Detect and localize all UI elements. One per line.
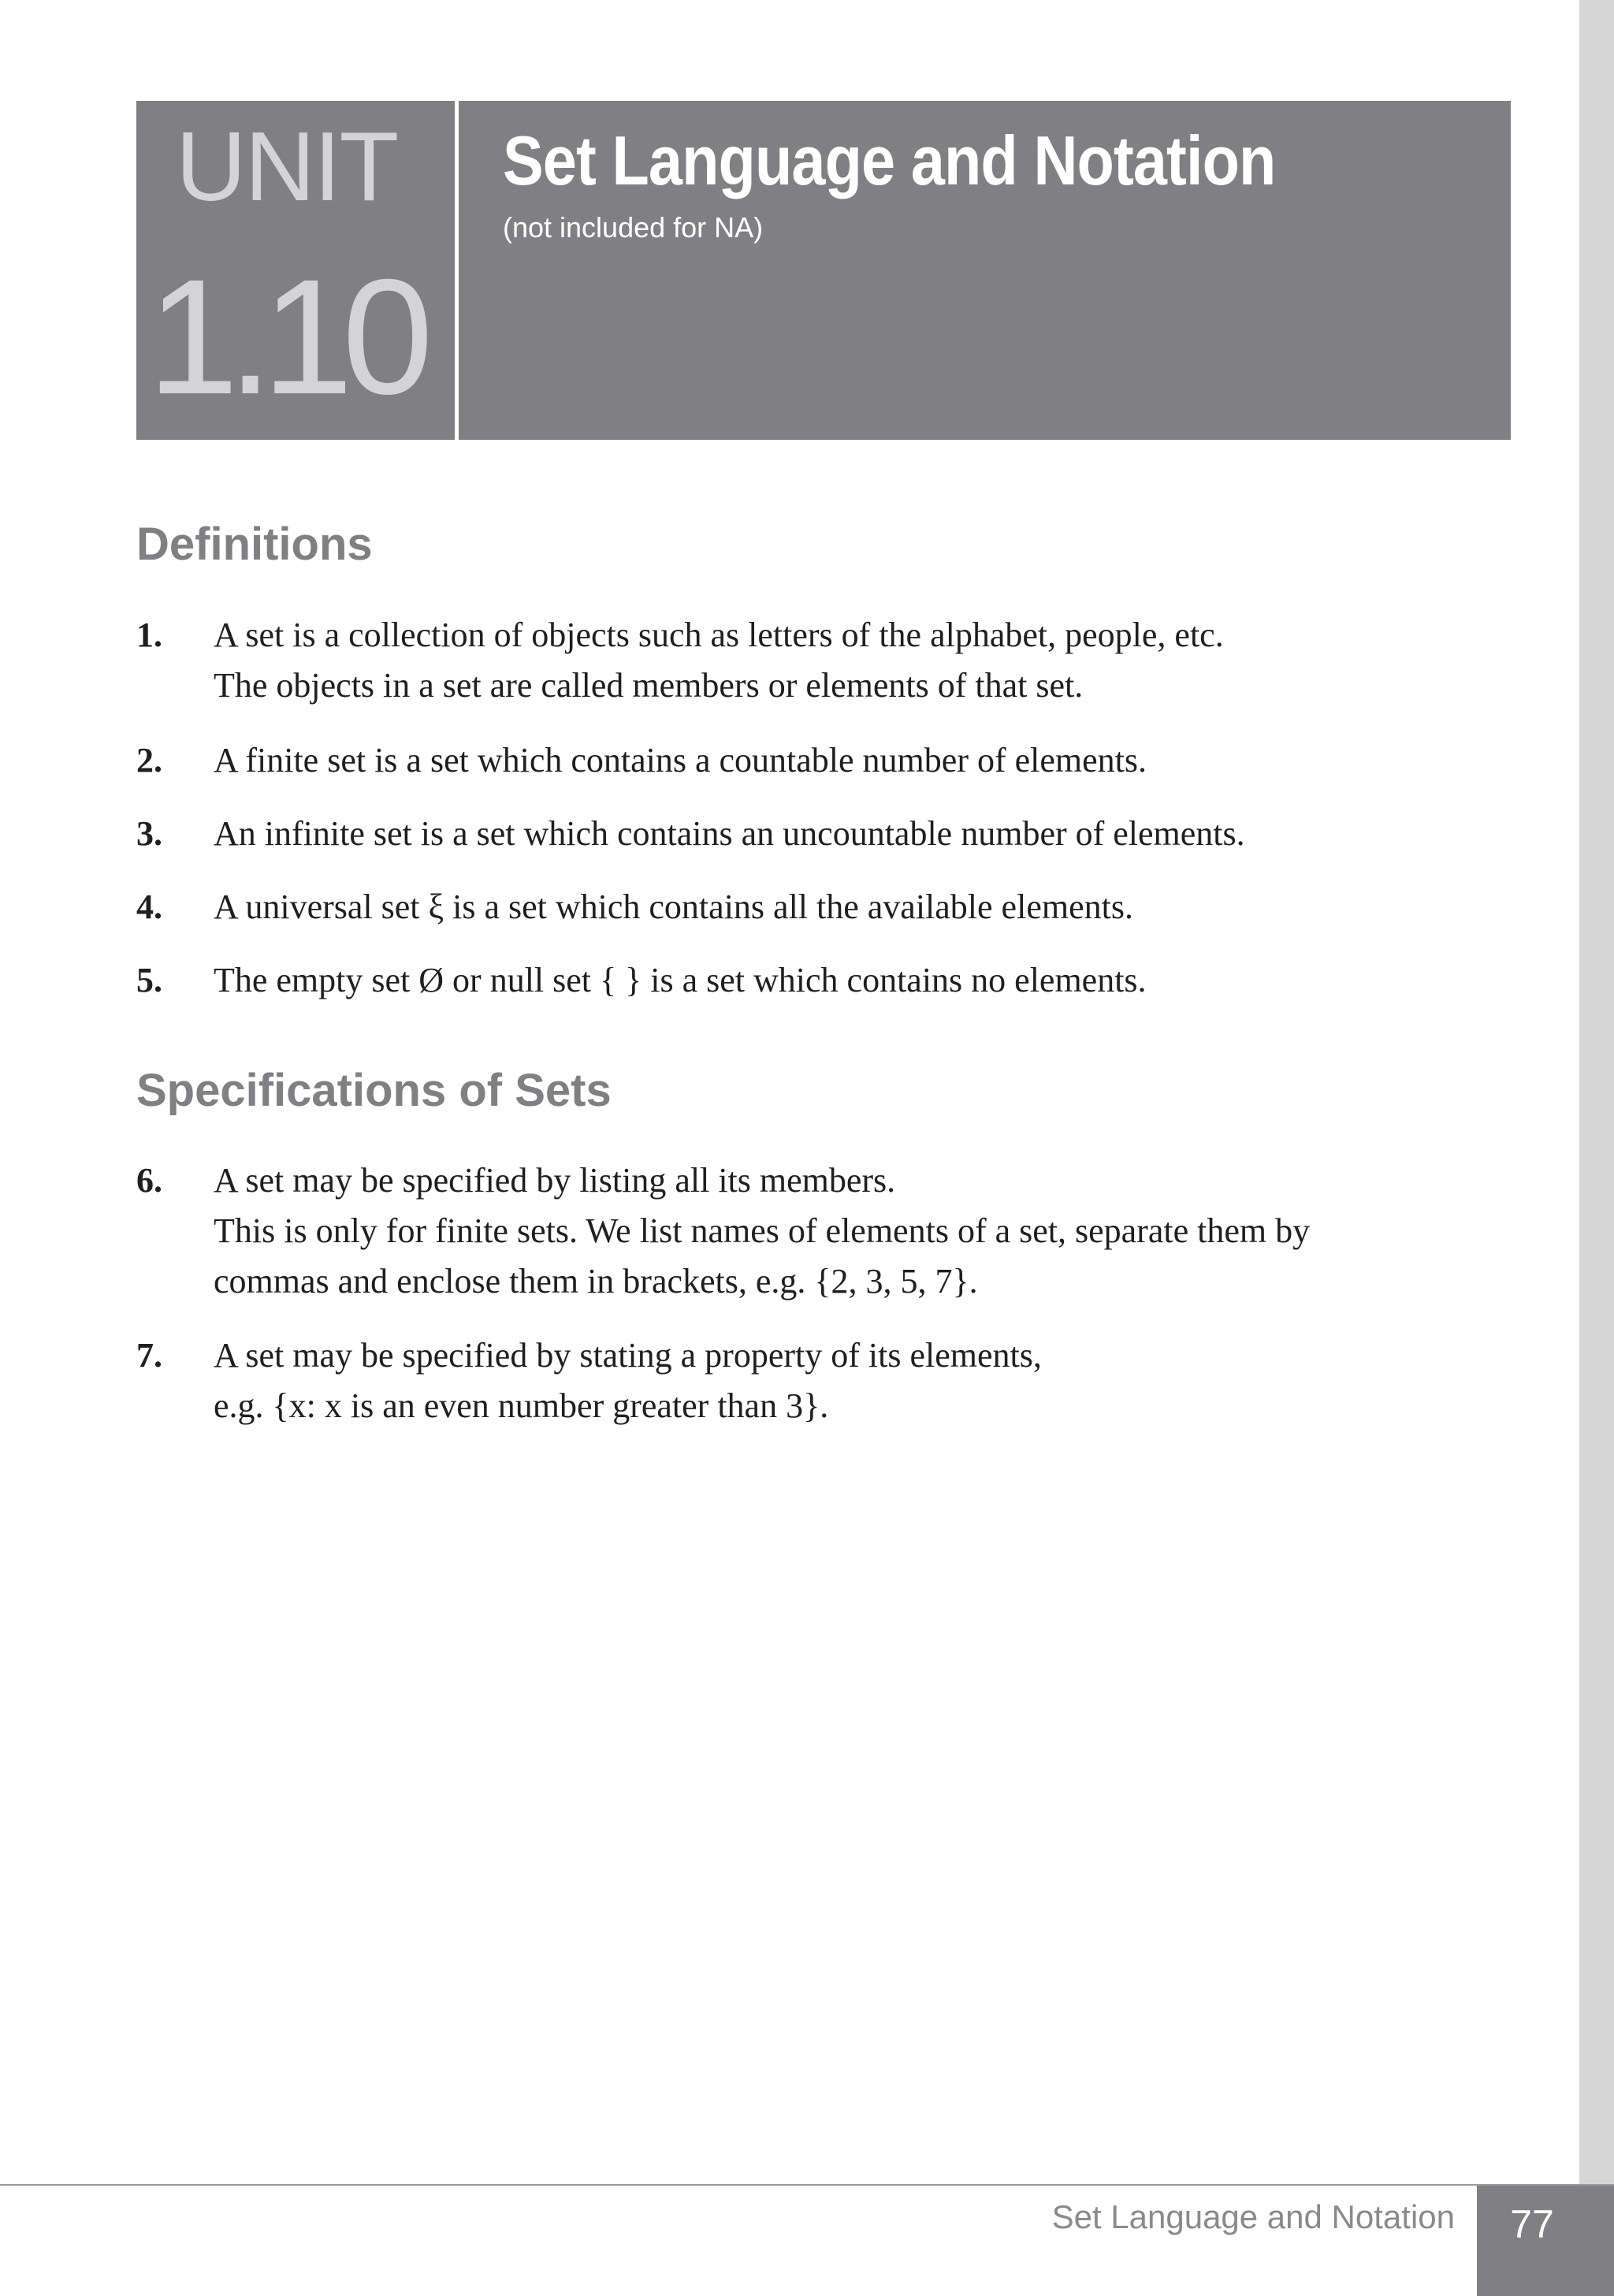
- unit-number: 1.10: [147, 246, 422, 429]
- list-item: [136, 1155, 1476, 1307]
- section-heading-specifications: Specifications of Sets: [136, 1065, 612, 1116]
- item-number: 3.: [136, 814, 162, 853]
- item-text: [214, 882, 1476, 932]
- item-line: An infinite set is a set which contains an uncountable number of elements.: [214, 814, 1245, 853]
- page-title: Set Language and Notation: [503, 121, 1276, 199]
- item-line: The empty set Ø or null set { } is a set which contains no elements.: [214, 961, 1147, 999]
- item-text: [214, 610, 1476, 711]
- item-number: 2.: [136, 741, 162, 780]
- item-text: [214, 735, 1476, 786]
- unit-label: UNIT: [176, 113, 398, 221]
- list-item: [136, 955, 1476, 1006]
- list-item: [136, 882, 1476, 932]
- page-subtitle: (not included for NA): [503, 211, 764, 244]
- page-number-badge: [1477, 2186, 1614, 2296]
- footer-running-title: Set Language and Notation: [1051, 2198, 1455, 2235]
- item-text: [214, 1155, 1476, 1307]
- page-edge-strip: [1579, 0, 1614, 2296]
- section-heading-definitions: Definitions: [136, 519, 373, 570]
- item-number: 5.: [136, 961, 162, 999]
- item-text: [214, 955, 1476, 1006]
- page-number: 77: [1510, 2202, 1554, 2246]
- item-number: 1.: [136, 616, 162, 654]
- footer-rule: [0, 2184, 1614, 2186]
- list-item: [136, 809, 1476, 859]
- item-text: [214, 1330, 1476, 1431]
- list-item: [136, 610, 1476, 711]
- title-banner: [459, 101, 1511, 440]
- item-line: e.g. {x: x is an even number greater than 3}.: [214, 1386, 829, 1425]
- item-line: A set is a collection of objects such as letters of the alphabet, people, etc.: [214, 616, 1224, 654]
- item-line: A finite set is a set which contains a countable number of elements.: [214, 741, 1147, 780]
- item-line: A set may be specified by stating a property of its elements,: [214, 1336, 1042, 1375]
- item-text: [214, 809, 1476, 859]
- list-item: [136, 1330, 1476, 1431]
- item-number: 7.: [136, 1336, 162, 1375]
- item-number: 6.: [136, 1161, 162, 1200]
- item-line: commas and enclose them in brackets, e.g. {2, 3, 5, 7}.: [214, 1262, 978, 1301]
- list-item: [136, 735, 1476, 786]
- item-line: This is only for finite sets. We list names of elements of a set, separate them by: [214, 1211, 1311, 1250]
- unit-badge: [136, 101, 455, 440]
- item-line: A universal set ξ is a set which contains all the available elements.: [214, 888, 1133, 926]
- item-line: A set may be specified by listing all its members.: [214, 1161, 896, 1200]
- item-line: The objects in a set are called members or elements of that set.: [214, 666, 1084, 705]
- item-number: 4.: [136, 888, 162, 926]
